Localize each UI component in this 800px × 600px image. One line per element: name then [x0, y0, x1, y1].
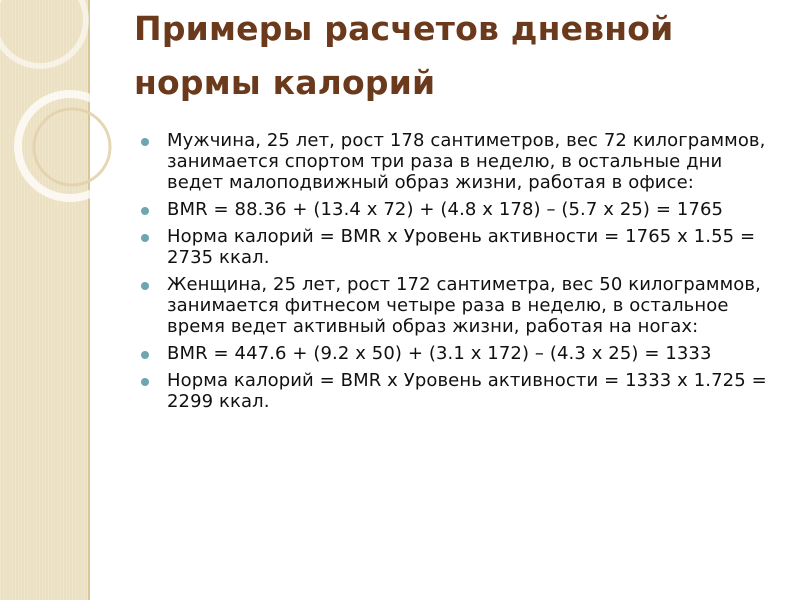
slide-title — [134, 2, 754, 110]
bullet-woman-calorie-norm — [140, 370, 780, 412]
bullet-list — [140, 130, 780, 418]
decorative-ring-inner — [34, 109, 110, 185]
bullet-dot-icon — [141, 207, 149, 215]
bullet-woman-description — [140, 274, 780, 337]
bullet-woman-bmr — [140, 343, 780, 364]
decorative-rings — [0, 0, 130, 260]
bullet-dot-icon — [141, 138, 149, 146]
bullet-man-calorie-norm — [140, 226, 780, 268]
bullet-text: Женщина, 25 лет, рост 172 сантиметра, вес 50 килограммов, занимается фитнесом четыре раза в неделю, в остальное время ведет активный образ жизни, работая на ногах: — [167, 274, 761, 337]
bullet-man-description — [140, 130, 780, 193]
bullet-text: Мужчина, 25 лет, рост 178 сантиметров, вес 72 килограммов, занимается спортом три раза в неделю, в остальные дни ведет малоподвижный образ жизни, работая в офисе: — [167, 130, 766, 193]
bullet-text: Норма калорий = BMR x Уровень активности = 1333 x 1.725 = 2299 ккал. — [167, 370, 767, 412]
bullet-dot-icon — [141, 378, 149, 386]
bullet-text: BMR = 88.36 + (13.4 x 72) + (4.8 x 178) – (5.7 x 25) = 1765 — [167, 199, 724, 220]
bullet-dot-icon — [141, 351, 149, 359]
bullet-text: BMR = 447.6 + (9.2 x 50) + (3.1 x 172) – (4.3 x 25) = 1333 — [167, 343, 712, 364]
bullet-text: Норма калорий = BMR x Уровень активности = 1765 x 1.55 = 2735 ккал. — [167, 226, 756, 268]
bullet-dot-icon — [141, 234, 149, 242]
bullet-man-bmr — [140, 199, 780, 220]
decorative-ring-faint — [0, 0, 86, 66]
bullet-dot-icon — [141, 282, 149, 290]
slide-title-line-2: нормы калорий — [134, 63, 436, 102]
slide-title-line-1: Примеры расчетов дневной — [134, 9, 674, 48]
